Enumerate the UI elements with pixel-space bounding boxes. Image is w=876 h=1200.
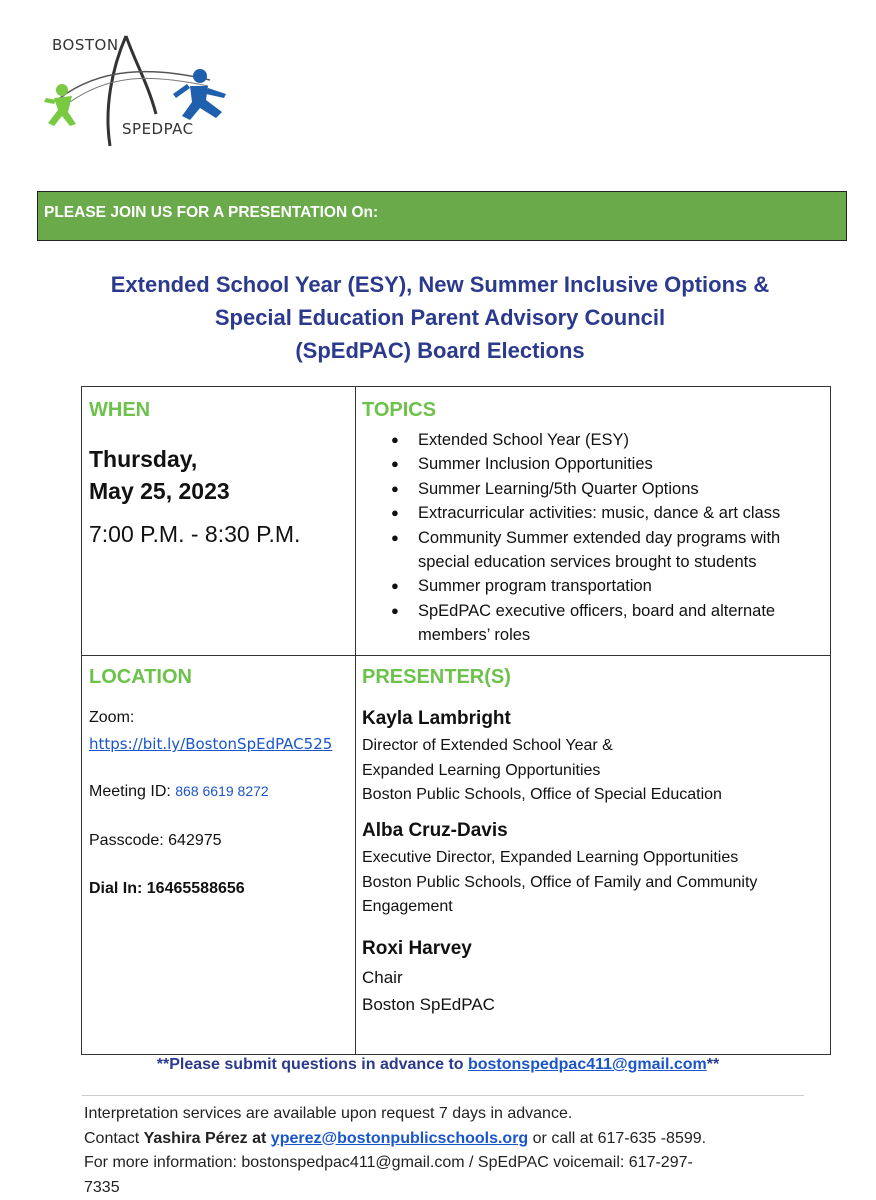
- topics-list: [362, 428, 832, 648]
- contact-email-link[interactable]: yperez@bostonpublicschools.org: [270, 1129, 529, 1147]
- footer-info: [84, 1102, 784, 1200]
- contact-name: Yashira Pérez at: [143, 1129, 267, 1147]
- when-date: May 25, 2023: [89, 478, 230, 504]
- presenter-1-line: Expanded Learning Opportunities: [362, 761, 601, 779]
- presenter-2-line: Executive Director, Expanded Learning Opportunities: [362, 849, 739, 866]
- dial-in: Dial In: 16465588656: [89, 880, 245, 897]
- presenter-3-line: Chair: [362, 968, 403, 987]
- headline-line-1: Extended School Year (ESY), New Summer Inclusive Options &: [110, 272, 770, 297]
- meeting-id-row: [89, 783, 269, 801]
- topic-item: ● Summer Learning/5th Quarter Options: [362, 477, 832, 501]
- topic-item: ● Extracurricular activities: music, dance & art class: [362, 501, 832, 525]
- event-headline: [40, 268, 840, 367]
- logo-bottom-text: SPEDPAC: [122, 120, 194, 138]
- topic-item: ● SpEdPAC executive officers, board and alternate members’ roles: [362, 599, 832, 648]
- interpretation-note: Interpretation services are available upon request 7 days in advance.: [84, 1105, 573, 1122]
- passcode: Passcode: 642975: [89, 832, 222, 849]
- topic-item: ● Summer program transportation: [362, 574, 832, 598]
- presenter-1-name: Kayla Lambright: [362, 708, 511, 729]
- topic-item: ● Community Summer extended day programs with special education services brought to students: [362, 526, 832, 575]
- headline-line-3: (SpEdPAC) Board Elections: [295, 338, 585, 363]
- zoom-link[interactable]: https://bit.ly/BostonSpEdPAC525: [89, 735, 333, 753]
- presenter-2-line: Boston Public Schools, Office of Family and Community: [362, 873, 758, 891]
- presenter-2-name: Alba Cruz-Davis: [362, 820, 508, 841]
- logo-arch-right-stroke: [126, 36, 156, 114]
- table-divider-horizontal: [82, 655, 830, 656]
- when-time: 7:00 P.M. - 8:30 P.M.: [89, 521, 301, 547]
- presenter-2-line: Engagement: [362, 898, 453, 915]
- zoom-label: Zoom:: [89, 709, 135, 726]
- presenter-1-line: Director of Extended School Year &: [362, 737, 613, 754]
- presenter-1-line: Boston Public Schools, Office of Special Education: [362, 786, 722, 803]
- when-date-block: [89, 443, 230, 507]
- submit-questions: [0, 1056, 876, 1074]
- logo-top-text: BOSTON: [52, 36, 119, 54]
- details-table: [81, 386, 831, 1055]
- presenter-3-details: [362, 964, 495, 1018]
- table-divider-vertical: [355, 387, 356, 1054]
- banner-text: PLEASE JOIN US FOR A PRESENTATION On:: [44, 204, 379, 221]
- when-day: Thursday,: [89, 446, 198, 472]
- topic-item: ● Summer Inclusion Opportunities: [362, 452, 832, 476]
- zoom-link-row: [89, 735, 332, 754]
- submit-email-link[interactable]: bostonspedpac411@gmail.com: [467, 1056, 707, 1073]
- logo-bridge-line: [70, 78, 208, 102]
- contact-prefix: Contact: [84, 1129, 144, 1147]
- more-info-line-cont: 7335: [84, 1178, 120, 1196]
- when-heading: WHEN: [89, 399, 151, 421]
- submit-suffix: **: [706, 1056, 720, 1073]
- meeting-id-value: 868 6619 8272: [175, 783, 269, 799]
- footer-divider: [82, 1095, 804, 1096]
- contact-line: [84, 1127, 784, 1152]
- presenter-1-details: [362, 734, 722, 808]
- location-heading: LOCATION: [89, 666, 192, 688]
- presenter-3-line: Boston SpEdPAC: [362, 995, 495, 1014]
- submit-prefix: **Please submit questions in advance to: [156, 1056, 468, 1073]
- spedpac-logo: [40, 28, 240, 158]
- presenter-2-details: [362, 846, 757, 920]
- presenters-heading: PRESENTER(S): [362, 666, 511, 688]
- logo-blue-child-icon: [173, 69, 226, 120]
- headline-line-2: Special Education Parent Advisory Council: [214, 305, 666, 330]
- more-info-line: For more information: bostonspedpac411@gmail.com / SpEdPAC voicemail: 617-297-: [84, 1154, 693, 1171]
- topic-item: ● Extended School Year (ESY): [362, 428, 832, 452]
- topics-heading: TOPICS: [362, 399, 437, 421]
- meeting-id-label: Meeting ID:: [89, 783, 171, 800]
- contact-suffix: or call at 617-635 -8599.: [528, 1129, 707, 1147]
- presenter-3-name: Roxi Harvey: [362, 938, 472, 959]
- join-banner: [37, 191, 847, 241]
